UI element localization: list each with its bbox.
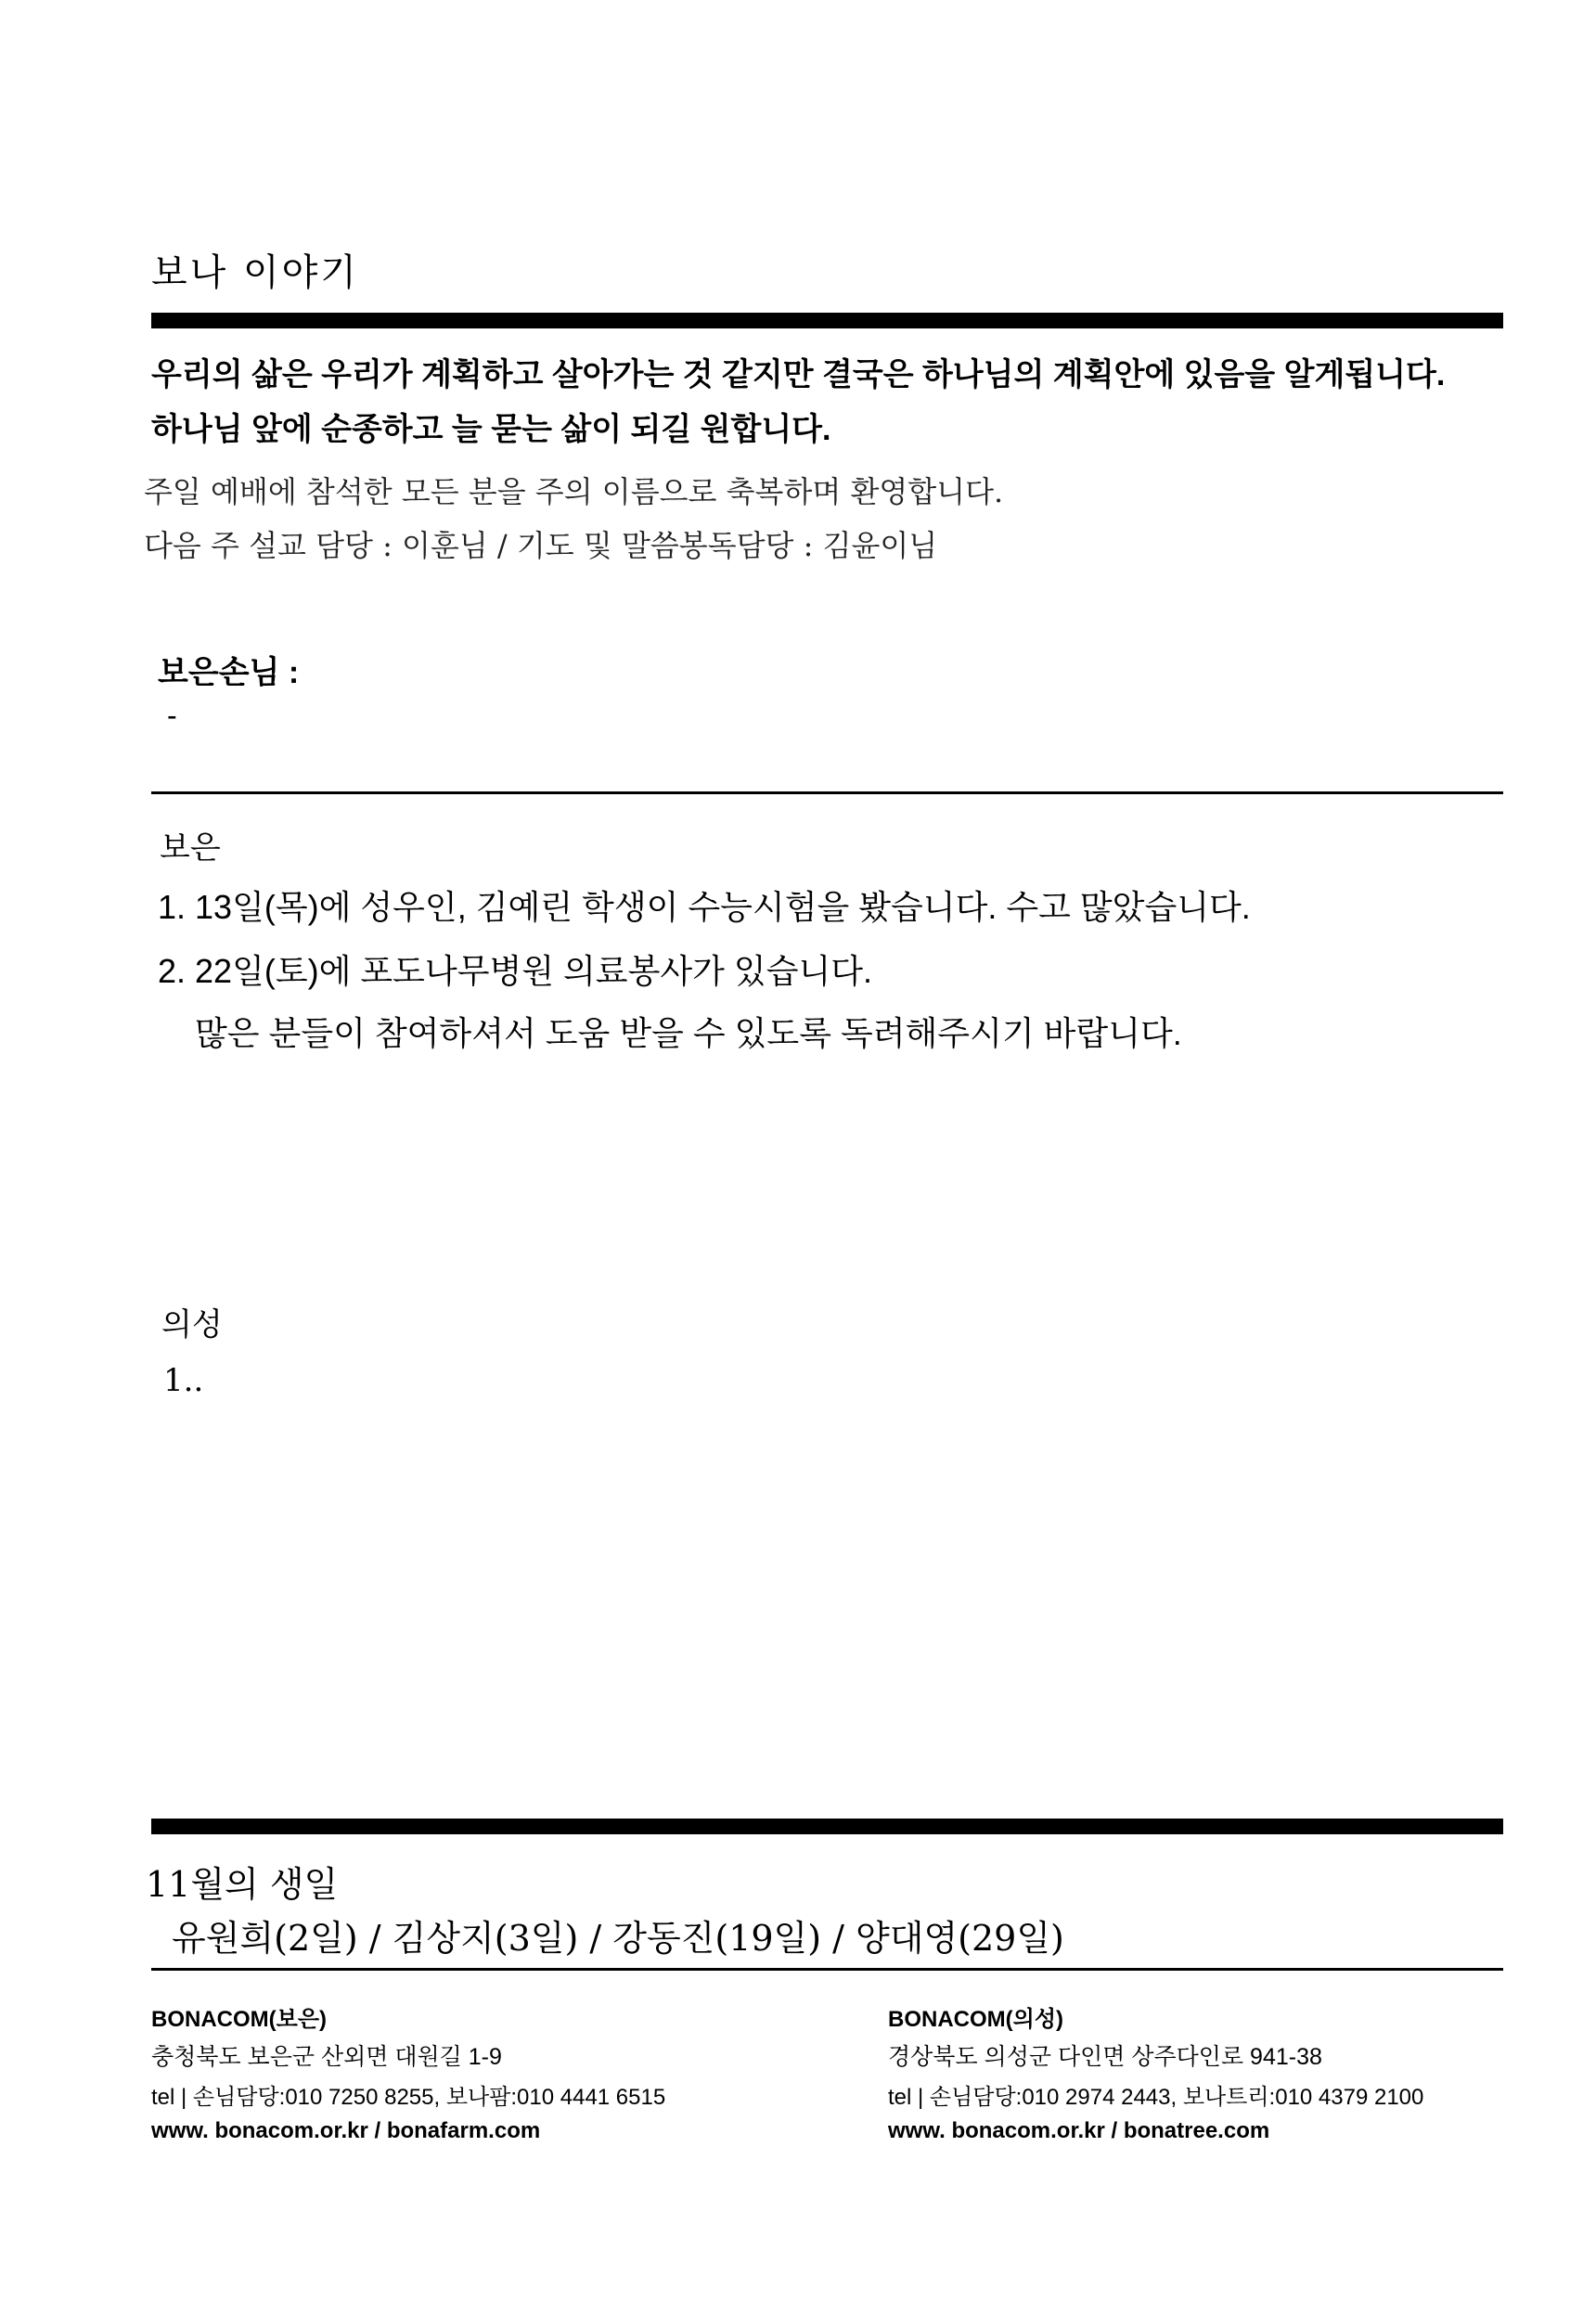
birthday-list: 유원희(2일) / 김상지(3일) / 강동진(19일) / 양대영(29일) <box>172 1918 1064 1959</box>
birthday-divider <box>151 1819 1503 1834</box>
section-title: 보나 이야기 <box>151 251 359 294</box>
welcome-line-1: 주일 예배에 참석한 모든 분을 주의 이름으로 축복하며 환영합니다. <box>144 474 1004 509</box>
guests-divider <box>151 791 1503 794</box>
footer-right-web: www. bonacom.or.kr / bonatree.com <box>888 2118 1270 2143</box>
footer-right-name: BONACOM(의성) <box>888 2007 1064 2032</box>
footer-left-address: 충청북도 보은군 산외면 대원길 1-9 <box>151 2044 502 2070</box>
footer-right-address: 경상북도 의성군 다인면 상주다인로 941-38 <box>888 2044 1322 2070</box>
boeun-item-3: 많은 분들이 참여하셔서 도움 받을 수 있도록 독려해주시기 바랍니다. <box>195 1014 1182 1052</box>
footer-divider <box>151 1968 1503 1971</box>
footer-left-tel: tel | 손님담당:010 7250 8255, 보나팜:010 4441 6515 <box>151 2085 666 2110</box>
welcome-line-2: 다음 주 설교 담당 : 이훈님 / 기도 및 말씀봉독담당 : 김윤이님 <box>144 528 938 563</box>
guests-heading: 보은손님 : <box>158 655 300 690</box>
guests-item: - <box>167 699 177 732</box>
boeun-item-2: 2. 22일(토)에 포도나무병원 의료봉사가 있습니다. <box>158 952 873 990</box>
boeun-heading: 보은 <box>160 830 221 866</box>
intro-line-2: 하나님 앞에 순종하고 늘 묻는 삶이 되길 원합니다. <box>151 412 831 447</box>
uiseong-item: 1.. <box>163 1362 204 1399</box>
boeun-item-1: 1. 13일(목)에 성우인, 김예린 학생이 수능시험을 봤습니다. 수고 많았습니다. <box>158 888 1251 926</box>
footer-right-tel: tel | 손님담당:010 2974 2443, 보나트리:010 4379 2100 <box>888 2085 1424 2110</box>
intro-line-1: 우리의 삶은 우리가 계획하고 살아가는 것 같지만 결국은 하나님의 계획안에 있음을 알게됩니다. <box>151 357 1446 392</box>
title-divider <box>151 313 1503 328</box>
uiseong-heading: 의성 <box>161 1307 223 1343</box>
footer-left-web: www. bonacom.or.kr / bonafarm.com <box>151 2118 541 2143</box>
birthday-heading: 11월의 생일 <box>146 1864 339 1905</box>
footer-left-name: BONACOM(보은) <box>151 2007 328 2032</box>
